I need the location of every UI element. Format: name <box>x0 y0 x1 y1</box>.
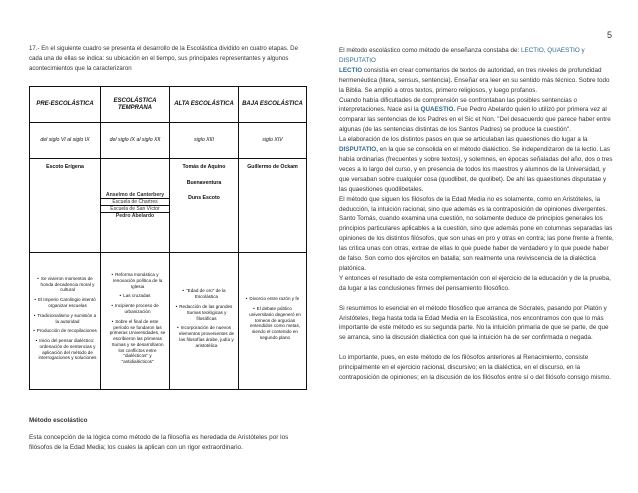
quaestio-term: QUAESTIO. <box>420 106 456 114</box>
representative-name: Guillermo de Ockam <box>247 164 298 170</box>
paragraph-text: Y entonces el resultado de esta complementación con el ejercicio de la educación y de la prueba, da lugar a las conclusiones firmes del pensamiento filosófico. <box>339 274 611 292</box>
century-cell <box>170 122 239 158</box>
list-item: • Tradicionalismo y sumisión a la autoridad <box>33 313 97 325</box>
paragraph-text: El método escolástico como método de enseñanza constaba de: <box>339 47 522 54</box>
representative-name: Buenaventura <box>186 179 222 186</box>
list-item: • Redacción de las grandes Sumas teológicas y filosóficas <box>173 304 235 321</box>
events-cell <box>170 252 239 389</box>
lectio-term: LECTIO <box>339 66 363 74</box>
representative-name: Anselmo de Canterbery <box>105 191 165 198</box>
century-cell <box>101 122 170 158</box>
section-body: Esta concepción de la lógica como método de la filosofía es heredada de Aristóteles por los filósofos de la Edad Media; los cuales la aplican con un rigor extraordinario. <box>29 434 289 451</box>
representative-name: Escoto Erígena <box>46 164 84 170</box>
header-cell <box>170 87 239 122</box>
events-list <box>242 296 303 345</box>
paragraph-text: en la que se consolida en el método dialéctico. Se independizaron de la lectio. Las había ordinarias (frecuentes y sobre textos), y solemnes, en épocas señaladas del año, dos o tres veces a lo largo del curso, y en presencia de todos los maestros y alumnos de la Universidad, y que versaban sobre cualquier cosa (quodlibet, de quolibet). De ahí las quaestiones disputatae y las quaestiones quodlibetales. <box>339 146 613 193</box>
page-number: 5 <box>606 30 612 40</box>
century-cell <box>239 122 306 158</box>
header-alta-escolastica: ALTA ESCOLÁSTICA <box>174 101 234 107</box>
header-cell <box>101 87 170 122</box>
list-item: • Reforma monástica y renovación política de la Iglesia <box>104 272 166 289</box>
paragraph-text: El método que siguen los filósofos de la Edad Media no es solamente, como en Aristóteles, la deducción, la intuición racional, sino que además es la contraposición de opiniones divergentes. Santo Tomás, cuando examina una cuestión, no solamente deduce de principios generales los principios particulares aplicables a la cuestión, sino que además pone en columnas separadas las opiniones de los distintos filósofos, que son unas en pro y otras en contra; las pone frente a frente, las critica unas con otras, extrae de ellas lo que puede haber de verdadero y lo que puede haber de falso. Son como dos ejércitos en batalla; son realmente una reviviscencia de la dialéctica platónica. <box>339 195 614 272</box>
representatives-cell <box>170 158 239 252</box>
header-pre-escolastica: PRE-ESCOLÁSTICA <box>36 101 94 107</box>
century-text: del siglo IX al siglo XII <box>109 136 161 143</box>
table-centuries-row <box>30 122 306 159</box>
disputatio-term: DISPUTATIO, <box>339 146 378 154</box>
century-cell <box>30 122 101 158</box>
list-item: • Incorporación de nuevos elementos provenientes de las filosofías árabe, judía y aristotélica <box>173 325 235 348</box>
representative-name: Escuela de Chartres <box>112 198 158 205</box>
paragraph-text: Fue Pedro Abelardo quien lo utilizó por primera vez al comparar las sentencias de los Padres en el Sic et Non. "Del desacuerdo que parece haber entre algunas (de las sentencias distintas de los Santos Padres) se produce la cuestión". <box>339 106 611 134</box>
table-representatives-row <box>30 158 306 253</box>
list-item: • Las cruzadas <box>104 293 166 299</box>
header-baja-escolastica: BAJA ESCOLÁSTICA <box>242 101 303 107</box>
list-item: • Inicio del pensar dialéctico: ordenación de sentencias y aplicación del método de interrogaciones y soluciones <box>33 338 97 361</box>
representative-name: Pedro Abelardo <box>115 212 155 219</box>
representatives-cell <box>239 158 306 252</box>
list-item: • El debate público universitario degeneró en torneos de argucias entendidos como metas, siendo el contenido en segundo plano <box>242 306 303 341</box>
list-item: • Divorcio entre razón y fe <box>242 296 303 302</box>
intro-paragraph: 17.- En el siguiente cuadro se presenta el desarrollo de la Escolástica dividido en cuatro etapas. De cada una de ellas se indica: su ubicación en el tiempo, sus principales representantes y algunos acontecimientos que la caracterizaron <box>29 45 298 72</box>
representatives-cell <box>30 158 101 252</box>
events-cell <box>239 252 306 389</box>
century-text: siglo XIII <box>194 136 214 143</box>
paragraph-teaching-method <box>339 46 615 294</box>
century-text: siglo XIV <box>262 136 283 143</box>
century-text: del siglo VI al siglo IX <box>40 136 90 143</box>
events-list <box>104 272 166 369</box>
paragraph-text: Cuando había dificultades de comprensión se confrontaban las posibles sentencias o interpretaciones. Nace así la <box>339 96 578 114</box>
header-cell <box>239 87 306 122</box>
list-item: • Se vivieron momentos de honda decadencia moral y cultural <box>33 276 97 293</box>
list-item: • El Imperio Carolingio intentó organizar escuelas <box>33 297 97 309</box>
representative-name: Tomás de Aquino <box>182 164 226 170</box>
paragraph-summary: Si resumimos lo esencial en el método filosófico que arranca de Sócrates, pasando por Platón y Aristóteles, llega hasta toda la Edad Media en la Escolástica, nos encontramos con que lo más importante de este método es su segunda parte. No la intuición primaria de que se parte, de que se arranca, sino la discusión dialéctica con que la intuición ha de ser confirmada o negada. <box>339 304 609 342</box>
list-item: • "Edad de oro" de la Escolástica <box>173 288 235 300</box>
paragraph-text: consistía en crear comentarios de textos de autoridad, en tres niveles de profundidad hermenéutica (litera, sensus, sentencia). Enseñar era leer en su sentido más técnico. Sobre todo la Biblia. Se amplió a otros textos, primero religiosos, y luego profanos. <box>339 66 610 94</box>
scholasticism-table <box>29 86 307 390</box>
representative-name: Escuela de San Víctor <box>110 205 160 212</box>
method-terms: LECTIO, QUAESTIO y DISPUTATIO <box>339 47 585 64</box>
events-list <box>33 276 97 366</box>
representative-name: Duns Escoto <box>188 195 220 201</box>
left-column <box>29 44 308 74</box>
section-title: Método escolástico <box>29 417 88 424</box>
list-item: • Incipiente proceso de urbanización <box>104 303 166 315</box>
list-item: • Sobre el final de este período se fundaron las primeras Universidades, se escribieron las primeras Sumas y se desarrollaron los conflictos entre "dialécticos" y "antidialécticos" <box>104 319 166 365</box>
representatives-cell <box>101 158 170 252</box>
events-cell <box>30 252 101 389</box>
paragraph-text: La elaboración de los distintos pasos en que se articulaban las quaestiones dio lugar a la <box>339 136 588 144</box>
list-item: • Producción de recopilaciones <box>33 328 97 334</box>
table-header-row <box>30 87 306 123</box>
table-events-row <box>30 252 306 389</box>
events-list <box>173 288 235 352</box>
paragraph-conclusion: Lo importante, pues, en este método de los filósofos anteriores al Renacimiento, consiste principalmente en el ejercicio racional, discursivo; en la dialéctica, en el discurso, en la contraposición de opiniones; en la discusión de los filósofos entre sí o del filósofo consigo mismo. <box>339 354 611 382</box>
right-column <box>339 46 615 393</box>
header-cell <box>30 87 101 122</box>
events-cell <box>101 252 170 389</box>
header-escolastica-temprana: ESCOLÁSTICA TEMPRANA <box>113 97 157 111</box>
